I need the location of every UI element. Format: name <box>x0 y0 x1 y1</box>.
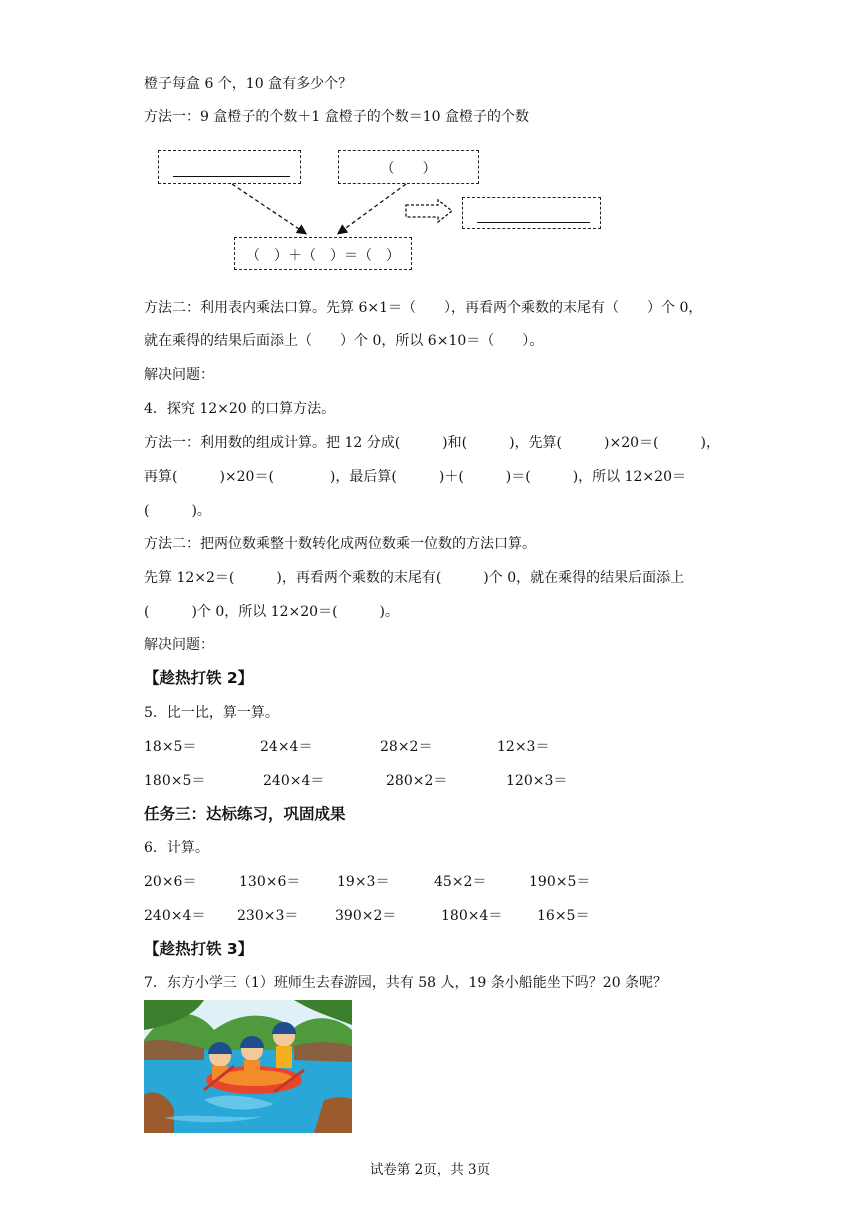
rafting-illustration <box>144 1000 352 1133</box>
q6-item: 19×3＝ <box>337 874 390 890</box>
q3-method1-text: 方法一：9 盒橙子的个数＋1 盒橙子的个数＝10 盒橙子的个数 <box>144 109 529 125</box>
section-heading-1: 【趁热打铁 2】 <box>144 669 254 687</box>
q5-item: 12×3＝ <box>497 739 550 755</box>
q6-item: 240×4＝ <box>144 908 206 924</box>
q3-problem-line: 橙子每盒 6 个，10 盒有多少个？ <box>144 76 353 92</box>
section-heading-2: 【趁热打铁 3】 <box>144 940 254 958</box>
q6-item: 230×3＝ <box>237 908 299 924</box>
page-footer: 试卷第 2页，共 3页 <box>369 1162 491 1178</box>
q6-item: 180×4＝ <box>441 908 503 924</box>
diagram-arrows <box>0 0 860 300</box>
q5-item: 18×5＝ <box>144 739 197 755</box>
q4-m2-line1: 先算 12×2＝( )，再看两个乘数的末尾有( )个 0，就在乘得的结果后面添上 <box>144 570 685 586</box>
block-arrow-icon <box>406 200 452 222</box>
q5-item: 180×5＝ <box>144 773 206 789</box>
q6-item: 20×6＝ <box>144 874 197 890</box>
q4-solve-label: 解决问题： <box>144 637 214 653</box>
q6-item: 390×2＝ <box>335 908 397 924</box>
q4-m1-line3: ( )。 <box>144 503 211 519</box>
q6-item: 190×5＝ <box>529 874 591 890</box>
q7-title: 7．东方小学三（1）班师生去春游园，共有 58 人，19 条小船能坐下吗？20 条呢？ <box>144 975 668 991</box>
q6-item: 130×6＝ <box>239 874 301 890</box>
q3-method2-line2: 就在乘得的结果后面添上（ ）个 0，所以 6×10＝（ ）。 <box>144 333 544 349</box>
q4-m2-title: 方法二：把两位数乘整十数转化成两位数乘一位数的方法口算。 <box>144 536 536 552</box>
q5-title: 5．比一比，算一算。 <box>144 705 279 721</box>
q6-item: 45×2＝ <box>434 874 487 890</box>
q3-method2-line1: 方法二：利用表内乘法口算。先算 6×1＝（ ），再看两个乘数的末尾有（ ）个 0， <box>144 300 703 316</box>
q5-item: 120×3＝ <box>506 773 568 789</box>
diagram-box-right-text: （ ） <box>380 161 437 177</box>
arrow-left-to-equation <box>232 184 305 233</box>
q3-solve-label: 解决问题： <box>144 367 214 383</box>
q6-title: 6．计算。 <box>144 840 209 856</box>
q4-m1-line1: 方法一：利用数的组成计算。把 12 分成( )和( )，先算( )×20＝( )， <box>144 435 720 451</box>
q5-item: 24×4＝ <box>260 739 313 755</box>
q4-m1-line2: 再算( )×20＝( )，最后算( )＋( )＝( )，所以 12×20＝ <box>144 469 686 485</box>
q4-m2-line2: ( )个 0，所以 12×20＝( )。 <box>144 604 400 620</box>
q4-title: 4．探究 12×20 的口算方法。 <box>144 401 336 417</box>
rafting-image <box>144 1000 352 1133</box>
q5-item: 28×2＝ <box>380 739 433 755</box>
q5-item: 240×4＝ <box>263 773 325 789</box>
diagram-equation-text: （ ）＋（ ）＝（ ） <box>246 248 400 264</box>
q5-item: 280×2＝ <box>386 773 448 789</box>
q6-item: 16×5＝ <box>537 908 590 924</box>
arrow-right-to-equation <box>339 184 406 233</box>
task3-heading: 任务三：达标练习，巩固成果 <box>144 805 346 823</box>
